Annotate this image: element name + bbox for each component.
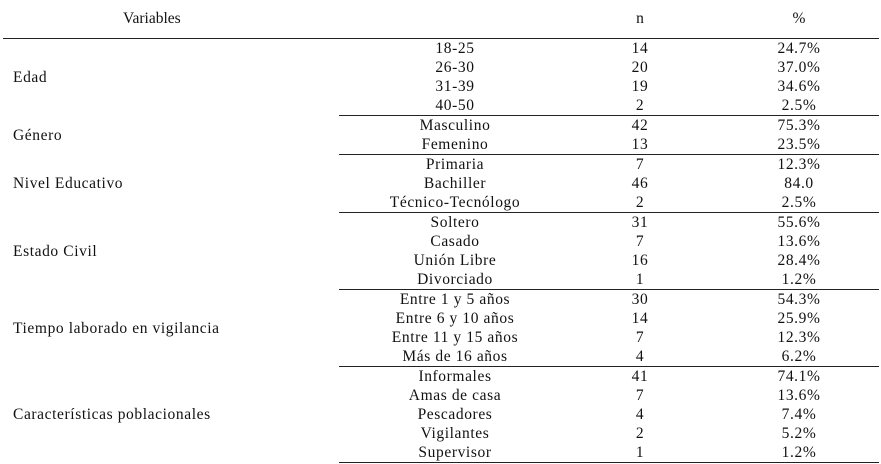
category-cell: Soltero [430,214,480,231]
percent-cell: 74.1% [777,368,821,385]
count-cell: 4 [571,347,699,367]
category-cell: Entre 6 y 10 años [395,310,515,327]
count-cell: 19 [631,78,649,95]
variable-label: Nivel Educativo [13,175,124,192]
count-cell: 2 [571,193,699,213]
percent-cell: 12.3% [777,156,821,173]
header-variables: Variables [3,0,571,39]
table-row [3,39,879,59]
percent-cell: 2.5% [699,193,879,213]
count-cell: 2 [571,96,699,116]
percent-cell: 75.3% [777,117,821,134]
percent-cell: 37.0% [777,59,821,76]
category-cell: Divorciado [339,270,571,290]
percent-cell: 6.2% [699,347,879,367]
category-cell: Amas de casa [408,387,502,404]
percent-cell: 7.4% [781,406,817,423]
category-cell: 40-50 [339,96,571,116]
percent-cell: 34.6% [777,78,821,95]
variable-label: Edad [13,68,48,86]
header-percent: % [699,0,879,39]
variable-label: Estado Civil [13,242,98,260]
table-row [3,213,879,233]
count-cell: 16 [631,252,649,269]
percent-cell: 5.2% [781,425,817,442]
category-cell: Masculino [419,117,491,134]
category-cell: 31-39 [435,78,475,95]
category-cell: Pescadores [417,406,493,423]
count-cell: 14 [631,40,649,57]
count-cell: 41 [631,368,649,385]
category-cell: Unión Libre [413,252,497,269]
percent-cell: 25.9% [777,310,821,327]
table-row [3,155,879,175]
header-n: n [571,0,699,39]
count-cell: 31 [631,214,649,231]
count-cell: 46 [631,175,649,192]
table-row [3,290,879,310]
count-cell: 4 [635,406,645,423]
variable-label: Género [13,126,63,144]
count-cell: 13 [571,135,699,155]
category-cell: Bachiller [423,175,487,192]
count-cell: 1 [571,270,699,290]
table-header [3,0,879,39]
count-cell: 1 [571,443,699,463]
category-cell: Técnico-Tecnólogo [339,193,571,213]
category-cell: 18-25 [435,40,475,57]
category-cell: Entre 11 y 15 años [391,329,519,346]
percent-cell: 84.0 [784,175,814,192]
demographics-table [3,0,879,463]
table-body [3,39,879,463]
category-cell: Informales [418,368,492,385]
category-cell: Entre 1 y 5 años [399,291,511,308]
category-cell: Supervisor [339,443,571,463]
count-cell: 42 [631,117,649,134]
count-cell: 2 [635,425,645,442]
table-row [3,367,879,387]
count-cell: 7 [635,233,645,250]
category-cell: Casado [430,233,480,250]
variable-label: Tiempo laborado en vigilancia [13,319,220,337]
category-cell: 26-30 [435,59,475,76]
percent-cell: 13.6% [777,233,821,250]
count-cell: 7 [635,156,645,173]
count-cell: 7 [635,387,645,404]
variable-label: Características poblacionales [13,406,211,423]
count-cell: 20 [631,59,649,76]
count-cell: 14 [631,310,649,327]
percent-cell: 28.4% [777,252,821,269]
category-cell: Vigilantes [420,425,490,442]
percent-cell: 23.5% [699,135,879,155]
table-row [3,116,879,136]
percent-cell: 24.7% [777,40,821,57]
category-cell: Femenino [339,135,571,155]
count-cell: 7 [635,329,645,346]
count-cell: 30 [631,291,649,308]
percent-cell: 55.6% [777,214,821,231]
percent-cell: 1.2% [699,270,879,290]
percent-cell: 13.6% [777,387,821,404]
category-cell: Primaria [425,156,485,173]
percent-cell: 54.3% [777,291,821,308]
percent-cell: 1.2% [699,443,879,463]
percent-cell: 2.5% [699,96,879,116]
percent-cell: 12.3% [777,329,821,346]
category-cell: Más de 16 años [339,347,571,367]
